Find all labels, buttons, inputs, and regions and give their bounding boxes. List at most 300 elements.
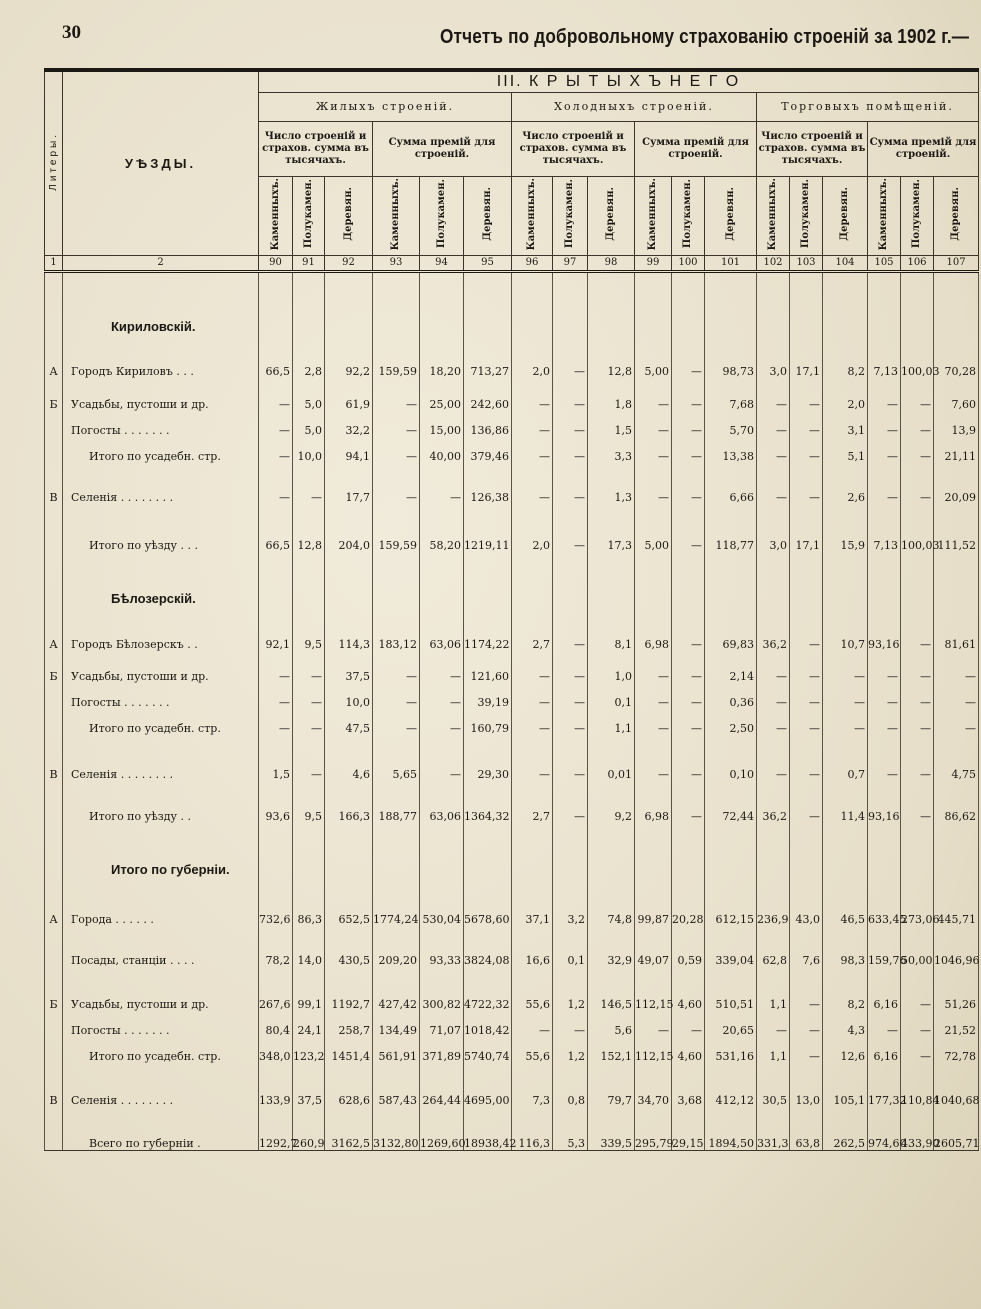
table-cell: — <box>512 735 553 781</box>
table-cell: 2,0 <box>823 378 868 411</box>
table-cell: 3162,5 <box>325 1107 373 1151</box>
uezdy-label: УѢЗДЫ. <box>124 155 197 171</box>
table-cell: 628,6 <box>325 1063 373 1107</box>
table-cell: 114,3 <box>325 606 373 651</box>
table-cell: — <box>757 683 790 709</box>
material-label: Полукамен. <box>800 179 811 249</box>
table-cell: 1,0 <box>588 651 635 683</box>
table-cell: — <box>512 709 553 735</box>
subgroup-header: Сумма премій для строеній. <box>635 122 757 177</box>
table-cell: 371,89 <box>420 1037 464 1063</box>
table-cell: 5,70 <box>705 411 757 437</box>
table-cell: 1192,7 <box>325 967 373 1011</box>
table-cell: 1,5 <box>259 735 293 781</box>
table-cell: 262,5 <box>823 1107 868 1151</box>
row-letter: А <box>45 877 63 926</box>
row-label: Итого по уѣзду . . <box>63 781 259 823</box>
table-cell: 14,0 <box>293 926 325 967</box>
table-cell: 427,42 <box>373 967 420 1011</box>
column-number: 96 <box>512 256 553 272</box>
table-cell: — <box>672 411 705 437</box>
table-cell <box>868 552 901 606</box>
subgroup-header: Сумма премій для строеній. <box>373 122 512 177</box>
table-cell: 5,65 <box>373 735 420 781</box>
table-cell: 10,0 <box>293 437 325 463</box>
row-letter <box>45 781 63 823</box>
table-cell: 9,2 <box>588 781 635 823</box>
table-cell: 159,76 <box>868 926 901 967</box>
subgroup-header: Число строеній и страхов. сумма въ тысячахъ. <box>512 122 635 177</box>
table-cell <box>553 552 588 606</box>
table-cell: — <box>901 683 934 709</box>
table-cell <box>790 272 823 334</box>
table-cell: 99,1 <box>293 967 325 1011</box>
table-cell: 166,3 <box>325 781 373 823</box>
table-cell: 37,1 <box>512 877 553 926</box>
table-cell: 5,0 <box>293 378 325 411</box>
table-cell: 24,1 <box>293 1011 325 1037</box>
table-cell: 146,5 <box>588 967 635 1011</box>
table-cell: 1174,22 <box>464 606 512 651</box>
table-cell: 118,77 <box>705 504 757 552</box>
table-cell: — <box>553 606 588 651</box>
table-cell: 99,87 <box>635 877 672 926</box>
table-cell: 2,8 <box>293 334 325 378</box>
table-cell: — <box>553 334 588 378</box>
material-header <box>512 177 553 256</box>
material-label: Деревян. <box>950 187 962 241</box>
table-cell: 2,0 <box>512 334 553 378</box>
table-cell: 1,8 <box>588 378 635 411</box>
row-letter <box>45 411 63 437</box>
table-cell: 209,20 <box>373 926 420 967</box>
table-cell: 36,2 <box>757 781 790 823</box>
table-cell: — <box>553 709 588 735</box>
table-cell: 12,6 <box>823 1037 868 1063</box>
table-cell: — <box>672 781 705 823</box>
table-cell: 531,16 <box>705 1037 757 1063</box>
table-cell: — <box>672 709 705 735</box>
table-cell <box>588 552 635 606</box>
table-cell <box>553 823 588 877</box>
table-cell <box>934 823 979 877</box>
table-cell: — <box>672 1011 705 1037</box>
table-cell: 3,0 <box>757 504 790 552</box>
table-cell: — <box>259 651 293 683</box>
table-cell: — <box>790 781 823 823</box>
table-cell <box>901 272 934 334</box>
material-header <box>901 177 934 256</box>
table-cell: 43,0 <box>790 877 823 926</box>
table-cell: — <box>259 683 293 709</box>
row-label: Итого по усадебн. стр. <box>63 437 259 463</box>
table-row <box>45 1011 979 1037</box>
row-letter: Б <box>45 967 63 1011</box>
subgroup-header: Число строеній и страхов. сумма въ тысячахъ. <box>259 122 373 177</box>
table-cell: 1,1 <box>588 709 635 735</box>
row-letter <box>45 709 63 735</box>
table-cell: 7,13 <box>868 334 901 378</box>
table-row <box>45 709 979 735</box>
table-cell: 29,30 <box>464 735 512 781</box>
table-cell <box>293 272 325 334</box>
row-label: Города . . . . . . <box>63 877 259 926</box>
table-cell: 1894,50 <box>705 1107 757 1151</box>
report-title: Отчетъ по добровольному страхованію строеній за 1902 г.— <box>440 26 970 48</box>
table-cell: 5,0 <box>293 411 325 437</box>
table-cell <box>512 272 553 334</box>
table-cell: — <box>868 651 901 683</box>
row-letter: А <box>45 334 63 378</box>
table-cell: 71,07 <box>420 1011 464 1037</box>
table-cell: — <box>672 437 705 463</box>
table-cell: — <box>790 1037 823 1063</box>
column-number: 91 <box>293 256 325 272</box>
table-cell: 1040,68 <box>934 1063 979 1107</box>
table-cell: 29,15 <box>672 1107 705 1151</box>
table-cell: 5,6 <box>588 1011 635 1037</box>
table-cell <box>420 823 464 877</box>
table-cell: 112,15 <box>635 1037 672 1063</box>
table-cell: 1046,96 <box>934 926 979 967</box>
row-letter <box>45 683 63 709</box>
table-cell: 66,5 <box>259 334 293 378</box>
table-cell: 0,1 <box>553 926 588 967</box>
table-cell: 445,71 <box>934 877 979 926</box>
table-cell: 51,26 <box>934 967 979 1011</box>
table-cell: — <box>901 1011 934 1037</box>
table-cell: 74,8 <box>588 877 635 926</box>
table-cell: — <box>293 651 325 683</box>
table-cell <box>259 823 293 877</box>
table-cell <box>373 272 420 334</box>
row-letter: В <box>45 735 63 781</box>
table-cell: 183,12 <box>373 606 420 651</box>
table-cell: 2,6 <box>823 463 868 504</box>
table-cell: 4,3 <box>823 1011 868 1037</box>
table-cell: — <box>373 709 420 735</box>
table-cell: — <box>373 378 420 411</box>
table-cell: 1,1 <box>757 1037 790 1063</box>
table-cell: 86,3 <box>293 877 325 926</box>
table-row <box>45 967 979 1011</box>
table-cell: — <box>553 651 588 683</box>
table-cell: 116,3 <box>512 1107 553 1151</box>
material-label: Полукамен. <box>564 179 575 249</box>
material-label: Деревян. <box>605 187 616 241</box>
table-cell <box>757 272 790 334</box>
table-cell: 260,9 <box>293 1107 325 1151</box>
table-cell: — <box>635 683 672 709</box>
table-cell: — <box>259 437 293 463</box>
table-cell <box>635 272 672 334</box>
table-cell: 47,5 <box>325 709 373 735</box>
table-cell: 17,7 <box>325 463 373 504</box>
table-cell: 7,68 <box>705 378 757 411</box>
table-cell: 3,68 <box>672 1063 705 1107</box>
table-cell: 5740,74 <box>464 1037 512 1063</box>
table-cell <box>588 272 635 334</box>
table-cell: — <box>672 378 705 411</box>
column-number: 90 <box>259 256 293 272</box>
table-cell: 69,83 <box>705 606 757 651</box>
table-cell: 587,43 <box>373 1063 420 1107</box>
table-cell: 17,3 <box>588 504 635 552</box>
table-cell: 92,2 <box>325 334 373 378</box>
table-cell: 300,82 <box>420 967 464 1011</box>
table-cell: 0,01 <box>588 735 635 781</box>
table-cell: 15,00 <box>420 411 464 437</box>
table-cell: — <box>293 709 325 735</box>
table-cell: 94,1 <box>325 437 373 463</box>
table-cell <box>373 823 420 877</box>
table-cell: — <box>373 463 420 504</box>
table-cell: — <box>512 411 553 437</box>
table-cell: 70,28 <box>934 334 979 378</box>
table-cell: 0,10 <box>705 735 757 781</box>
table-cell: 0,59 <box>672 926 705 967</box>
table-cell: 9,5 <box>293 606 325 651</box>
table-cell: 36,2 <box>757 606 790 651</box>
district-heading: Итого по губерніи. <box>63 823 259 877</box>
table-cell: — <box>790 735 823 781</box>
table-cell: — <box>790 709 823 735</box>
table-cell: 20,65 <box>705 1011 757 1037</box>
table-cell: — <box>553 378 588 411</box>
table-cell: 15,9 <box>823 504 868 552</box>
section-heading-row <box>45 272 979 334</box>
table-cell <box>588 823 635 877</box>
table-cell: 1,5 <box>588 411 635 437</box>
table-cell: — <box>512 378 553 411</box>
table-cell: — <box>757 709 790 735</box>
table-cell: — <box>553 781 588 823</box>
table-cell: 236,9 <box>757 877 790 926</box>
table-cell: 339,5 <box>588 1107 635 1151</box>
table-cell: — <box>635 437 672 463</box>
table-cell: 17,1 <box>790 334 823 378</box>
table-cell: 4,75 <box>934 735 979 781</box>
row-label: Усадьбы, пустоши и др. <box>63 651 259 683</box>
table-cell: — <box>672 504 705 552</box>
table-cell: 974,60 <box>868 1107 901 1151</box>
table-cell: — <box>790 411 823 437</box>
column-number: 92 <box>325 256 373 272</box>
column-number: 104 <box>823 256 868 272</box>
table-cell: — <box>868 709 901 735</box>
row-label: Усадьбы, пустоши и др. <box>63 967 259 1011</box>
column-number: 94 <box>420 256 464 272</box>
table-cell: 2,14 <box>705 651 757 683</box>
table-cell: 112,15 <box>635 967 672 1011</box>
column-number: 107 <box>934 256 979 272</box>
table-cell: — <box>373 411 420 437</box>
table-cell: 32,9 <box>588 926 635 967</box>
row-label: Посады, станціи . . . . <box>63 926 259 967</box>
table-cell: 2,50 <box>705 709 757 735</box>
table-cell: 136,86 <box>464 411 512 437</box>
table-cell: 3,0 <box>757 334 790 378</box>
table-cell: — <box>420 735 464 781</box>
material-header <box>259 177 293 256</box>
column-number: 1 <box>45 256 63 272</box>
table-cell: 1,3 <box>588 463 635 504</box>
row-label: Погосты . . . . . . . <box>63 683 259 709</box>
column-number: 97 <box>553 256 588 272</box>
table-cell: 713,27 <box>464 334 512 378</box>
table-cell: 2,7 <box>512 781 553 823</box>
table-cell: 30,5 <box>757 1063 790 1107</box>
table-cell: 0,7 <box>823 735 868 781</box>
table-cell: — <box>790 437 823 463</box>
table-cell: 1774,24 <box>373 877 420 926</box>
table-cell: 8,2 <box>823 967 868 1011</box>
table-cell <box>512 552 553 606</box>
table-cell <box>705 272 757 334</box>
table-cell: 98,3 <box>823 926 868 967</box>
table-cell <box>373 552 420 606</box>
table-cell: 1219,11 <box>464 504 512 552</box>
table-row <box>45 877 979 926</box>
material-header <box>934 177 979 256</box>
row-label: Итого по уѣзду . . . <box>63 504 259 552</box>
section-heading-row <box>45 552 979 606</box>
table-cell: — <box>512 463 553 504</box>
table-cell: — <box>672 334 705 378</box>
table-cell: — <box>901 651 934 683</box>
table-cell: 49,07 <box>635 926 672 967</box>
table-cell: — <box>259 378 293 411</box>
table-cell <box>420 272 464 334</box>
table-cell: — <box>672 606 705 651</box>
table-cell: — <box>757 1011 790 1037</box>
table-cell <box>259 272 293 334</box>
table-cell: 80,4 <box>259 1011 293 1037</box>
material-header <box>672 177 705 256</box>
row-label: Городъ Бѣлозерскъ . . <box>63 606 259 651</box>
table-cell: — <box>757 463 790 504</box>
table-cell: 1451,4 <box>325 1037 373 1063</box>
table-row <box>45 504 979 552</box>
table-cell: 121,60 <box>464 651 512 683</box>
table-cell: — <box>373 437 420 463</box>
material-label: Каменныхъ. <box>647 177 658 251</box>
table-cell: 1269,60 <box>420 1107 464 1151</box>
material-label: Полукамен. <box>435 179 447 249</box>
table-cell: 160,79 <box>464 709 512 735</box>
table-cell: 188,77 <box>373 781 420 823</box>
table-cell: 61,9 <box>325 378 373 411</box>
material-header <box>705 177 757 256</box>
table-cell: 0,36 <box>705 683 757 709</box>
row-label: Городъ Кириловъ . . . <box>63 334 259 378</box>
table-cell: 6,16 <box>868 1037 901 1063</box>
table-cell: 4695,00 <box>464 1063 512 1107</box>
table-cell: 110,84 <box>901 1063 934 1107</box>
table-cell: 2,0 <box>512 504 553 552</box>
table-cell: — <box>293 683 325 709</box>
table-cell: 55,6 <box>512 1037 553 1063</box>
table-cell <box>757 552 790 606</box>
table-row <box>45 1037 979 1063</box>
table-cell: 37,5 <box>325 651 373 683</box>
table-cell: 93,6 <box>259 781 293 823</box>
table-cell: 1,2 <box>553 1037 588 1063</box>
row-label: Всего по губерніи . <box>63 1107 259 1151</box>
material-header <box>757 177 790 256</box>
table-cell <box>672 552 705 606</box>
material-label: Каменныхъ. <box>269 177 281 251</box>
material-header <box>588 177 635 256</box>
table-cell: 34,70 <box>635 1063 672 1107</box>
column-number: 99 <box>635 256 672 272</box>
group-header: Торговыхъ помѣщеній. <box>757 93 979 122</box>
table-cell <box>790 552 823 606</box>
table-cell: 612,15 <box>705 877 757 926</box>
table-cell <box>293 823 325 877</box>
table-cell: 93,33 <box>420 926 464 967</box>
table-cell: — <box>512 683 553 709</box>
table-cell: — <box>553 437 588 463</box>
table-cell <box>823 823 868 877</box>
table-cell: 12,8 <box>588 334 635 378</box>
table-cell: 66,5 <box>259 504 293 552</box>
header-uezdy <box>63 70 259 256</box>
table-cell: 7,13 <box>868 504 901 552</box>
material-header <box>553 177 588 256</box>
material-label: Деревян. <box>342 187 354 241</box>
table-cell: 295,79 <box>635 1107 672 1151</box>
table-cell: 1018,42 <box>464 1011 512 1037</box>
table-cell: 430,5 <box>325 926 373 967</box>
table-cell: — <box>672 683 705 709</box>
table-cell: — <box>790 378 823 411</box>
table-cell: — <box>293 735 325 781</box>
table-cell: 433,90 <box>901 1107 934 1151</box>
table-cell: 63,06 <box>420 606 464 651</box>
material-header <box>868 177 901 256</box>
row-label: Усадьбы, пустоши и др. <box>63 378 259 411</box>
table-cell: — <box>901 411 934 437</box>
table-cell: 6,16 <box>868 967 901 1011</box>
row-letter: В <box>45 463 63 504</box>
subgroup-header: Сумма премій для строеній. <box>868 122 979 177</box>
table-cell: — <box>635 1011 672 1037</box>
table-cell: — <box>934 651 979 683</box>
table-cell: 1,1 <box>757 967 790 1011</box>
material-label: Деревян. <box>724 187 736 241</box>
table-cell: — <box>823 683 868 709</box>
row-letter <box>45 926 63 967</box>
material-label: Каменныхъ. <box>878 177 889 251</box>
column-number: 2 <box>63 256 259 272</box>
row-letter: В <box>45 1063 63 1107</box>
table-cell: — <box>823 651 868 683</box>
row-label: Итого по усадебн. стр. <box>63 709 259 735</box>
table-cell: — <box>259 411 293 437</box>
table-cell: 652,5 <box>325 877 373 926</box>
row-letter <box>45 272 63 334</box>
material-header <box>464 177 512 256</box>
table-cell: 159,59 <box>373 334 420 378</box>
row-letter: Б <box>45 378 63 411</box>
table-row <box>45 378 979 411</box>
table-cell <box>901 823 934 877</box>
column-number: 100 <box>672 256 705 272</box>
table-cell: 126,38 <box>464 463 512 504</box>
district-heading: Кириловскій. <box>63 272 259 334</box>
table-cell: 20,09 <box>934 463 979 504</box>
